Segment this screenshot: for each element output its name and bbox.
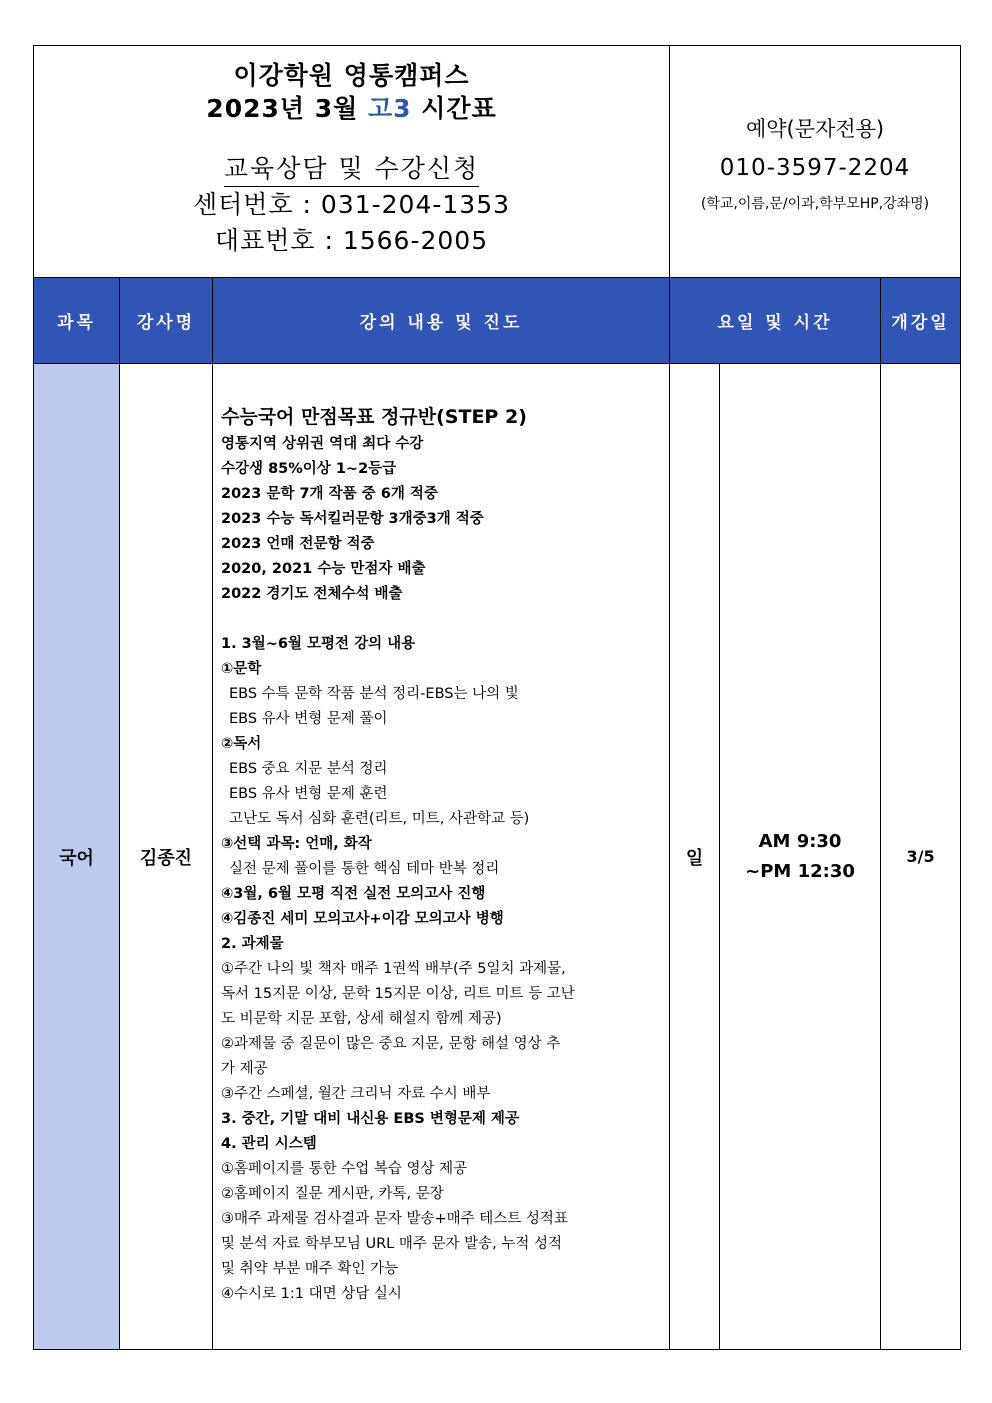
content-line: ①홈페이지를 통한 수업 복습 영상 제공	[221, 1161, 468, 1177]
content-line: ②독서	[221, 736, 262, 752]
main-phone: 대표번호 : 1566-2005	[214, 226, 489, 255]
content-line	[221, 607, 661, 632]
teacher-cell: 김종진	[120, 364, 213, 1350]
content-line: 영통지역 상위권 역대 최다 수강	[221, 436, 424, 452]
content-line: 1. 3월~6월 모평전 강의 내용	[221, 636, 416, 652]
content-line: ④김종진 세미 모의고사+이감 모의고사 병행	[221, 911, 504, 927]
content-line: EBS 유사 변형 문제 훈련	[229, 786, 388, 802]
content-line: 3. 중간, 기말 대비 내신용 EBS 변형문제 제공	[221, 1111, 519, 1127]
content-line: ④3월, 6월 모평 직전 실전 모의고사 진행	[221, 886, 486, 902]
col-teacher: 강사명	[120, 278, 213, 364]
content-line: 가 제공	[221, 1061, 268, 1077]
timetable	[33, 45, 961, 1350]
content-line: 2022 경기도 전체수석 배출	[221, 586, 403, 602]
content-line: 독서 15지문 이상, 문학 15지문 이상, 리트 미트 등 고난	[221, 986, 575, 1002]
content-line: 및 취약 부분 매주 확인 가능	[221, 1261, 399, 1277]
header-left-cell	[34, 46, 670, 278]
content-line: EBS 수특 문학 작품 분석 정리-EBS는 나의 빛	[229, 686, 519, 702]
start-date-cell: 3/5	[881, 364, 961, 1350]
content-line: ①주간 나의 빛 책자 매주 1권씩 배부(주 5일치 과제물,	[221, 961, 566, 977]
content-line: ④수시로 1:1 대면 상담 실시	[221, 1286, 402, 1302]
content-line: ②홈페이지 질문 게시판, 카톡, 문장	[221, 1186, 444, 1202]
title-month: 2023년 3월	[206, 94, 359, 123]
course-lines	[221, 432, 661, 1307]
col-start: 개강일	[881, 278, 961, 364]
reserve-phone: 010-3597-2204	[719, 154, 911, 181]
content-line: EBS 중요 지문 분석 정리	[229, 761, 388, 777]
center-phone: 센터번호 : 031-204-1353	[193, 190, 511, 219]
col-content: 강의 내용 및 진도	[213, 278, 670, 364]
content-line: 2023 문학 7개 작품 중 6개 적중	[221, 486, 438, 502]
header-right-cell	[670, 46, 961, 278]
course-title: 수능국어 만점목표 정규반(STEP 2)	[221, 406, 527, 428]
content-line: 및 분석 자료 학부모님 URL 매주 문자 발송, 누적 성적	[221, 1236, 562, 1252]
content-line: ③선택 과목: 언매, 화작	[221, 836, 372, 852]
title-suffix: 시간표	[421, 94, 497, 123]
academy-title: 이강학원 영통캠퍼스	[233, 61, 470, 90]
content-line: ①문학	[221, 661, 262, 677]
content-line: 2023 수능 독서킬러문항 3개중3개 적중	[221, 511, 484, 527]
content-line: ③주간 스페셜, 월간 크리닉 자료 수시 배부	[221, 1086, 491, 1102]
content-line: 4. 관리 시스템	[221, 1136, 317, 1152]
col-schedule: 요일 및 시간	[670, 278, 881, 364]
content-line: 2. 과제물	[221, 936, 284, 952]
time-start: AM 9:30	[758, 830, 842, 852]
content-line: 2020, 2021 수능 만점자 배출	[221, 561, 426, 577]
content-line: 2023 언매 전문항 적중	[221, 536, 375, 552]
content-line: 도 비문학 지문 포함, 상세 해설지 함께 제공)	[221, 1011, 502, 1027]
reserve-label: 예약(문자전용)	[745, 116, 885, 141]
col-subject: 과목	[34, 278, 120, 364]
content-cell	[213, 364, 670, 1350]
content-line: EBS 유사 변형 문제 풀이	[229, 711, 388, 727]
time-end: ~PM 12:30	[745, 860, 855, 882]
day-cell: 일	[670, 364, 720, 1350]
time-cell	[720, 364, 881, 1350]
reserve-note: (학교,이름,문/이과,학부모HP,강좌명)	[700, 195, 930, 212]
content-line: 실전 문제 풀이를 통한 핵심 테마 반복 정리	[229, 861, 500, 877]
subject-cell: 국어	[34, 364, 120, 1350]
consult-heading: 교육상담 및 수강신청	[224, 152, 479, 187]
content-line: ③매주 과제물 검사결과 문자 발송+매주 테스트 성적표	[221, 1211, 568, 1227]
title-grade: 고3	[368, 94, 412, 123]
content-line: ②과제물 중 질문이 많은 중요 지문, 문항 해설 영상 추	[221, 1036, 561, 1052]
content-line: 고난도 독서 심화 훈련(리트, 미트, 사관학교 등)	[229, 811, 530, 827]
timetable-title	[34, 92, 669, 126]
content-line: 수강생 85%이상 1~2등급	[221, 461, 397, 477]
